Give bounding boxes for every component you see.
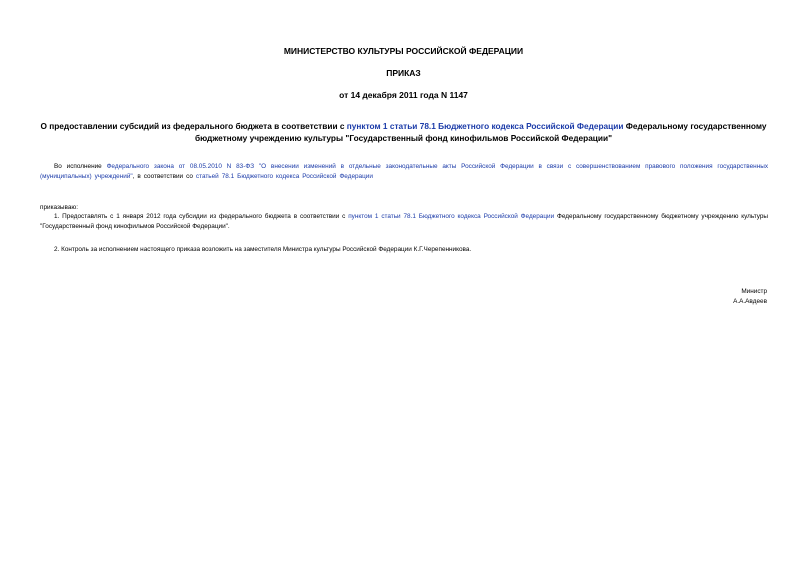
preamble-text: Во исполнение (54, 163, 107, 170)
budget-code-article-link[interactable]: пунктом 1 статьи 78.1 Бюджетного кодекса Российской Федерации (346, 121, 624, 131)
orders-word: приказываю: (40, 204, 78, 211)
order-date: от 14 декабря 2011 года N 1147 (339, 90, 468, 100)
document-title-text: Федеральному государственному бюджетному учреждению культуры "Государственный фонд кинофильмов Российской Федерации" (194, 121, 767, 143)
preamble-text: , в соответствии со (132, 172, 196, 180)
signer-title: Министр (741, 288, 767, 295)
budget-code-article-link[interactable]: статьей 78.1 Бюджетного кодекса Российской Федерации (195, 172, 373, 180)
order-item-2: 2. Контроль за исполнением настоящего приказа возложить на заместителя Министра культуры Российской Федерации К.Г.Черепенникова. (54, 246, 472, 253)
order-item-text: 1. Предоставлять с 1 января 2012 года субсидии из федерального бюджета в соответствии с (54, 213, 349, 220)
order-item-1 (40, 212, 768, 231)
document-title-text: О предоставлении субсидий из федерального бюджета в соответствии с (40, 121, 347, 131)
ministry-name: МИНИСТЕРСТВО КУЛЬТУРЫ РОССИЙСКОЙ ФЕДЕРАЦИИ (283, 46, 524, 56)
order-heading: ПРИКАЗ (386, 68, 421, 78)
order-item-text: Федеральному государственному бюджетному учреждению культуры "Государственный фонд кинофильмов Российской Федерации". (40, 213, 769, 230)
budget-code-article-link[interactable]: пунктом 1 статьи 78.1 Бюджетного кодекса Российской Федерации (348, 213, 555, 220)
signer-name: А.А.Авдеев (733, 298, 767, 305)
preamble-paragraph (40, 162, 768, 181)
document-title (40, 121, 767, 144)
federal-law-link[interactable]: Федерального закона от 08.05.2010 N 83-ФЗ "О внесении изменений в отдельные законодательные акты Российской Федерации в связи с совершенствованием правового положения государственных (муниципальных) учреждений" (40, 163, 769, 180)
